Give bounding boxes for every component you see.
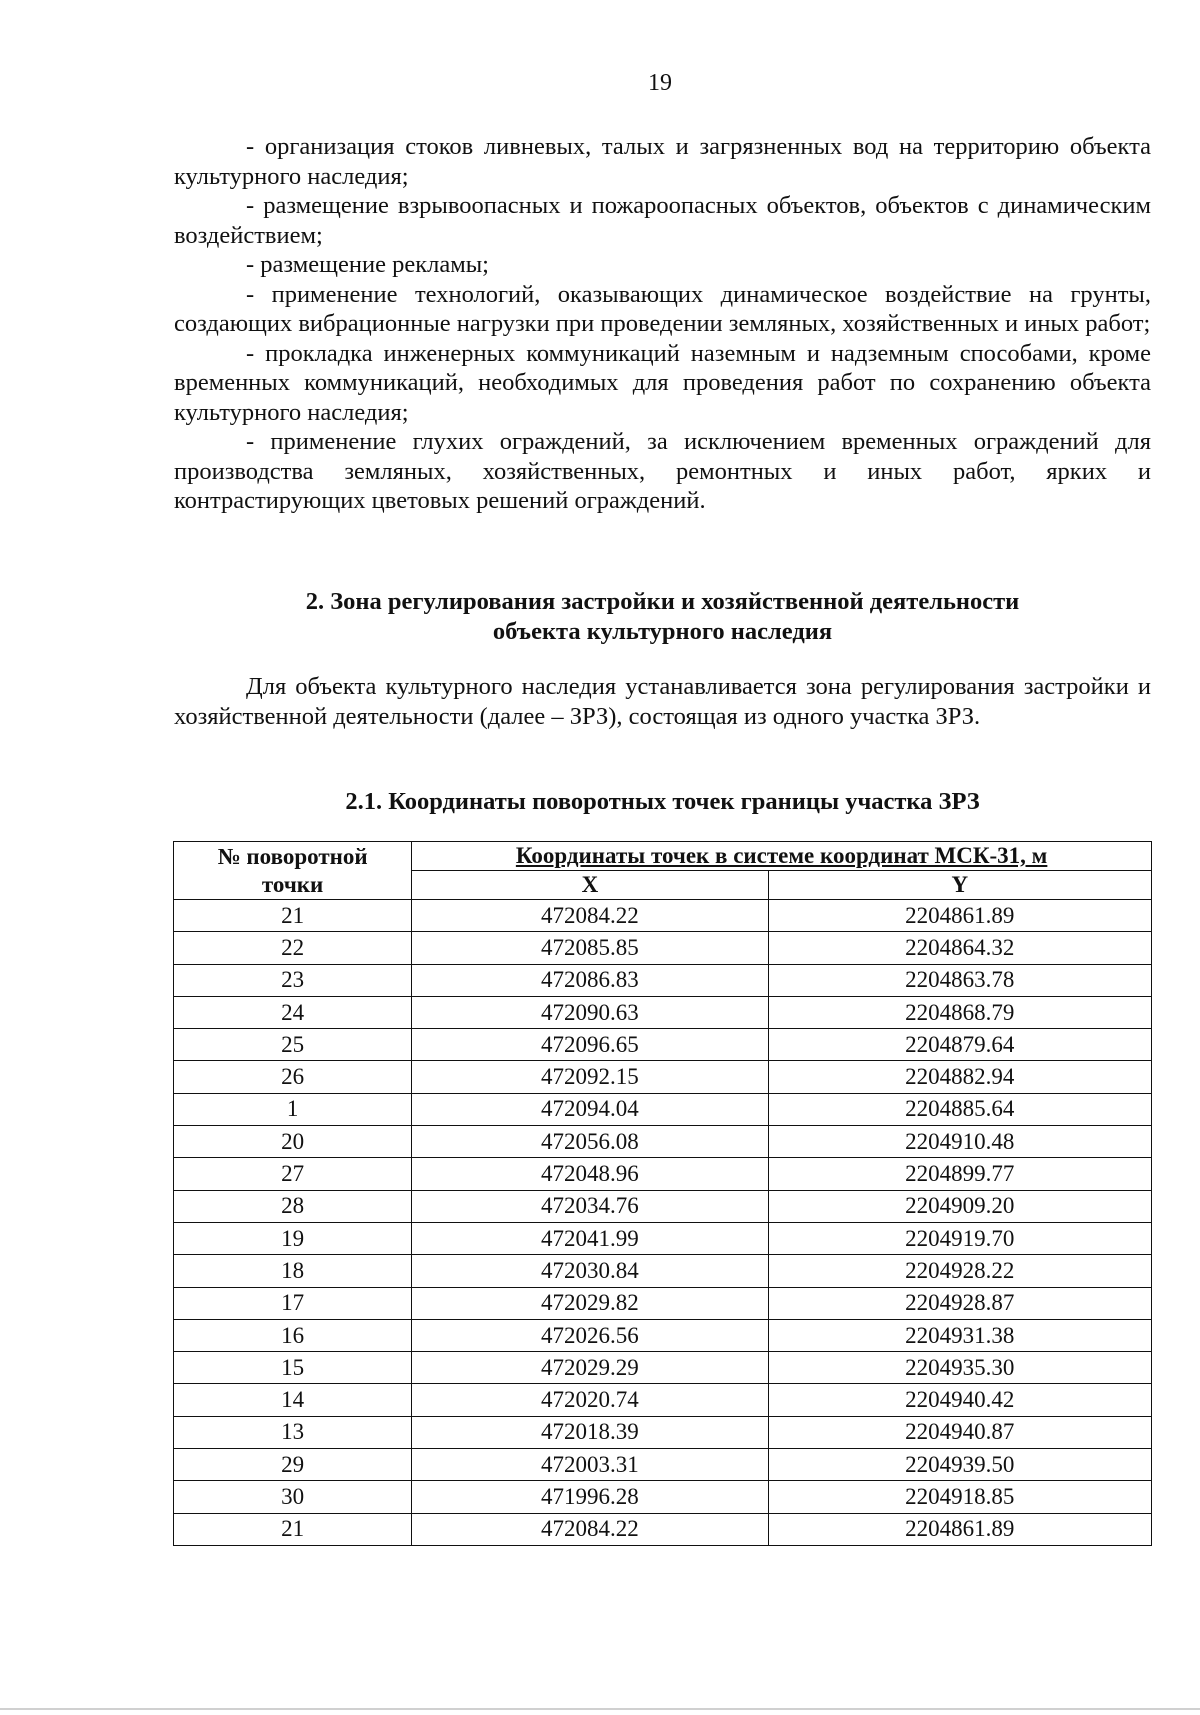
table-row — [174, 1449, 1152, 1481]
table-row — [174, 1287, 1152, 1319]
point-cell: 21 — [174, 1513, 412, 1545]
point-cell: 1 — [174, 1093, 412, 1125]
list-item: - прокладка инженерных коммуникаций наземным и надземным способами, кроме временных коммуникаций, необходимых для проведения работ по сохранению объекта культурного наследия; — [174, 339, 1151, 426]
restrictions-list — [174, 132, 1151, 516]
table-row — [174, 1513, 1152, 1545]
point-cell: 25 — [174, 1029, 412, 1061]
x-cell: 472029.29 — [412, 1352, 768, 1384]
x-cell: 472041.99 — [412, 1222, 768, 1254]
table-row — [174, 1029, 1152, 1061]
point-cell: 13 — [174, 1416, 412, 1448]
y-cell: 2204861.89 — [768, 900, 1151, 932]
table-row — [174, 932, 1152, 964]
section-intro — [174, 672, 1151, 731]
list-item: - размещение взрывоопасных и пожароопасных объектов, объектов с динамическим воздействием; — [174, 192, 1151, 249]
table-row — [174, 1255, 1152, 1287]
list-item: - применение глухих ограждений, за исключением временных ограждений для производства земляных, хозяйственных, ремонтных и иных работ, ярких и контрастирующих цветовых решений ограждений. — [174, 428, 1151, 514]
point-cell: 15 — [174, 1352, 412, 1384]
list-item: - применение технологий, оказывающих динамическое воздействие на грунты, создающих вибрационные нагрузки при проведении земляных, хозяйственных и иных работ; — [174, 280, 1151, 337]
point-cell: 27 — [174, 1158, 412, 1190]
y-cell: 2204939.50 — [768, 1449, 1151, 1481]
x-cell: 472003.31 — [412, 1449, 768, 1481]
table-row — [174, 1190, 1152, 1222]
y-cell: 2204863.78 — [768, 964, 1151, 996]
intro-paragraph: Для объекта культурного наследия устанавливается зона регулирования застройки и хозяйственной деятельности (далее – ЗРЗ), состоящая из одного участка ЗРЗ. — [174, 673, 1151, 730]
x-cell: 472020.74 — [412, 1384, 768, 1416]
header-point-number — [174, 842, 412, 900]
x-cell: 472090.63 — [412, 996, 768, 1028]
section-heading-line: 2. Зона регулирования застройки и хозяйственной деятельности — [305, 588, 1020, 615]
table-body — [174, 900, 1152, 1546]
table-row — [174, 1416, 1152, 1448]
x-cell: 472086.83 — [412, 964, 768, 996]
section-heading — [174, 587, 1151, 647]
y-cell: 2204861.89 — [768, 1513, 1151, 1545]
y-cell: 2204885.64 — [768, 1093, 1151, 1125]
list-item: - размещение рекламы; — [246, 251, 489, 278]
x-cell: 472084.22 — [412, 1513, 768, 1545]
x-cell: 472030.84 — [412, 1255, 768, 1287]
x-cell: 472084.22 — [412, 900, 768, 932]
x-cell: 472094.04 — [412, 1093, 768, 1125]
table-row — [174, 1384, 1152, 1416]
point-cell: 30 — [174, 1481, 412, 1513]
point-cell: 18 — [174, 1255, 412, 1287]
table-row — [174, 1319, 1152, 1351]
x-cell: 472034.76 — [412, 1190, 768, 1222]
scan-edge-divider — [0, 1708, 1200, 1710]
y-cell: 2204879.64 — [768, 1029, 1151, 1061]
point-cell: 19 — [174, 1222, 412, 1254]
y-cell: 2204940.42 — [768, 1384, 1151, 1416]
x-cell: 472018.39 — [412, 1416, 768, 1448]
point-cell: 23 — [174, 964, 412, 996]
table-row — [174, 1093, 1152, 1125]
point-cell: 22 — [174, 932, 412, 964]
y-cell: 2204909.20 — [768, 1190, 1151, 1222]
point-cell: 14 — [174, 1384, 412, 1416]
header-point-line: точки — [261, 871, 324, 897]
table-row — [174, 996, 1152, 1028]
y-cell: 2204910.48 — [768, 1126, 1151, 1158]
point-cell: 21 — [174, 900, 412, 932]
y-cell: 2204918.85 — [768, 1481, 1151, 1513]
table-row — [174, 1222, 1152, 1254]
y-cell: 2204882.94 — [768, 1061, 1151, 1093]
y-cell: 2204899.77 — [768, 1158, 1151, 1190]
table-row — [174, 900, 1152, 932]
header-coords — [412, 842, 1152, 871]
table-row — [174, 1126, 1152, 1158]
point-cell: 28 — [174, 1190, 412, 1222]
x-cell: 472092.15 — [412, 1061, 768, 1093]
list-item: - организация стоков ливневых, талых и загрязненных вод на территорию объекта культурного наследия; — [174, 133, 1151, 190]
point-cell: 26 — [174, 1061, 412, 1093]
table-row — [174, 1481, 1152, 1513]
y-cell: 2204864.32 — [768, 932, 1151, 964]
table-row — [174, 1352, 1152, 1384]
header-point-line: № поворотной — [217, 843, 368, 869]
table-heading: 2.1. Координаты поворотных точек границы участка ЗРЗ — [345, 788, 980, 815]
point-cell: 20 — [174, 1126, 412, 1158]
y-cell: 2204928.87 — [768, 1287, 1151, 1319]
point-cell: 29 — [174, 1449, 412, 1481]
point-cell: 17 — [174, 1287, 412, 1319]
table-row — [174, 964, 1152, 996]
x-cell: 472085.85 — [412, 932, 768, 964]
y-cell: 2204940.87 — [768, 1416, 1151, 1448]
x-cell: 471996.28 — [412, 1481, 768, 1513]
y-cell: 2204935.30 — [768, 1352, 1151, 1384]
x-cell: 472026.56 — [412, 1319, 768, 1351]
y-cell: 2204928.22 — [768, 1255, 1151, 1287]
point-cell: 16 — [174, 1319, 412, 1351]
x-cell: 472096.65 — [412, 1029, 768, 1061]
table-row — [174, 1158, 1152, 1190]
header-x: X — [412, 871, 768, 900]
page-number: 19 — [648, 70, 672, 96]
x-cell: 472056.08 — [412, 1126, 768, 1158]
coordinates-table — [173, 841, 1152, 1546]
y-cell: 2204931.38 — [768, 1319, 1151, 1351]
section-heading-line: объекта культурного наследия — [492, 618, 833, 645]
header-y: Y — [768, 871, 1151, 900]
y-cell: 2204868.79 — [768, 996, 1151, 1028]
x-cell: 472048.96 — [412, 1158, 768, 1190]
table-row — [174, 1061, 1152, 1093]
y-cell: 2204919.70 — [768, 1222, 1151, 1254]
header-coords-label: Координаты точек в системе координат МСК-31, м — [515, 843, 1048, 868]
x-cell: 472029.82 — [412, 1287, 768, 1319]
point-cell: 24 — [174, 996, 412, 1028]
